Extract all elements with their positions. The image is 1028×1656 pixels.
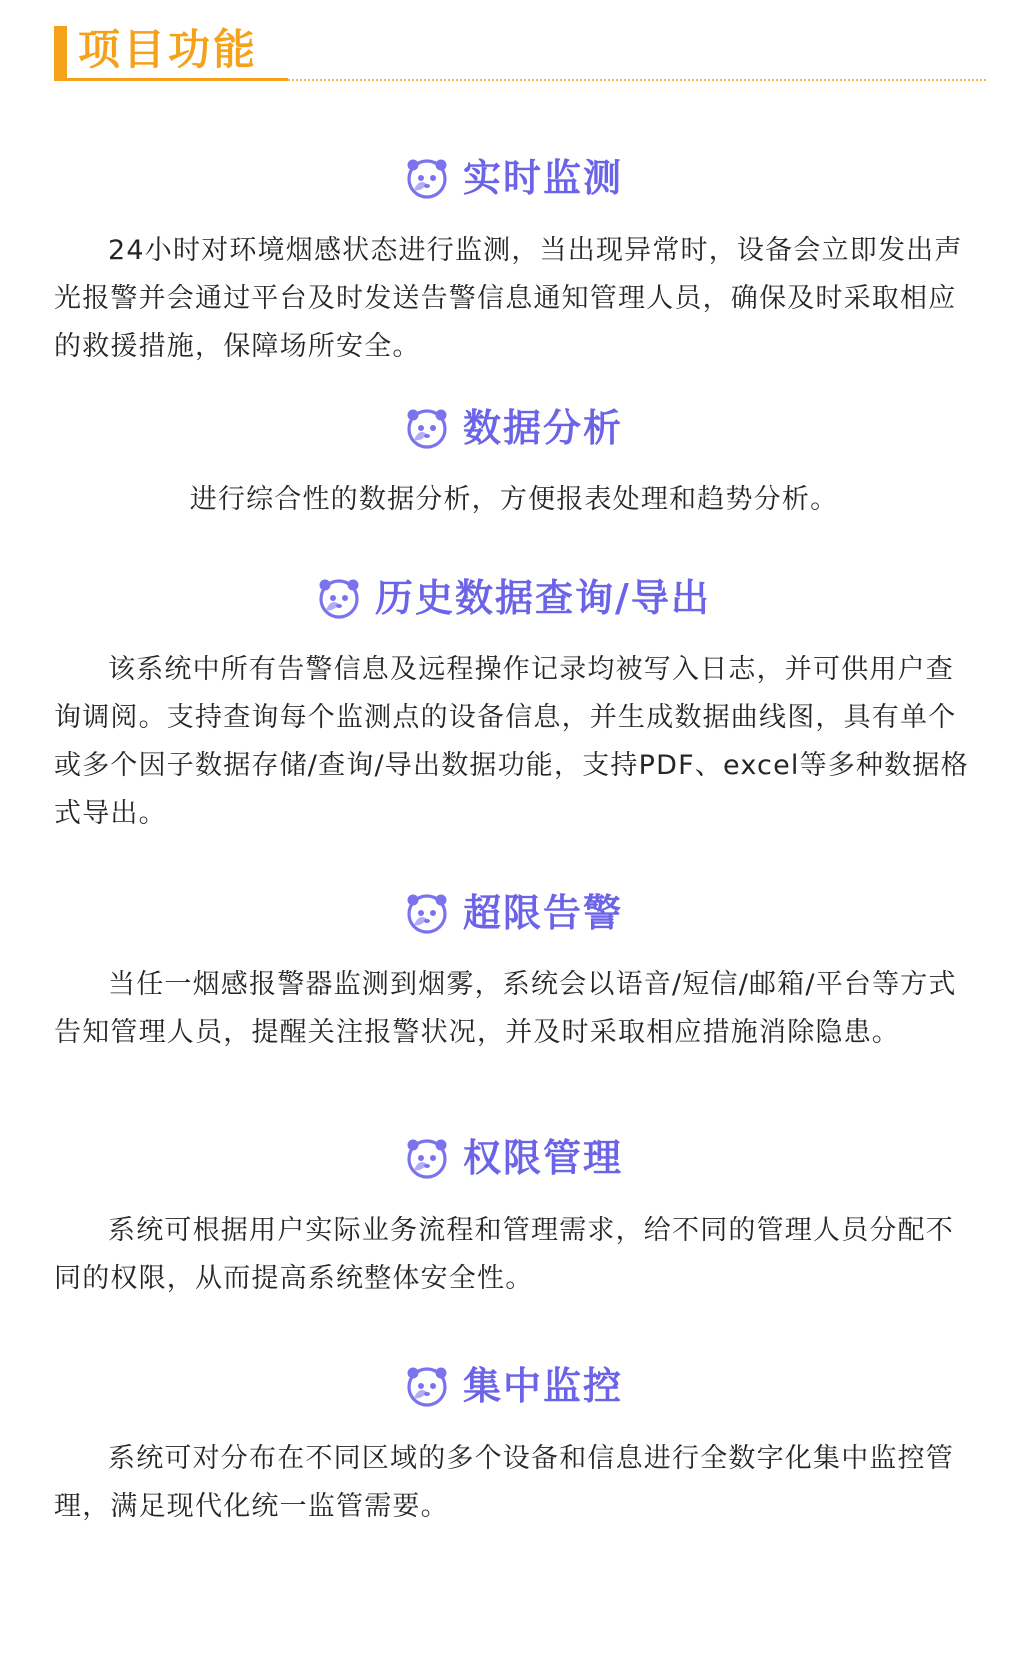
header-accent-bar <box>54 26 67 80</box>
panda-logo-icon <box>405 156 449 200</box>
section-heading-centralized-monitoring <box>0 1358 1028 1414</box>
section-body-centralized-monitoring: 系统可对分布在不同区域的多个设备和信息进行全数字化集中监控管理，满足现代化统一监管需要。 <box>54 1443 954 1522</box>
panda-logo-icon <box>405 406 449 450</box>
section-title: 集中监控 <box>462 1364 623 1408</box>
panda-logo-icon <box>405 891 449 935</box>
section-heading-realtime-monitoring <box>0 150 1028 206</box>
section-title: 数据分析 <box>462 406 623 450</box>
section-body-over-limit-alarm: 当任一烟感报警器监测到烟雾，系统会以语音/短信/邮箱/平台等方式告知管理人员，提醒关注报警状况，并及时采取相应措施消除隐患。 <box>54 969 957 1048</box>
section-heading-history-query <box>0 570 1028 626</box>
header-underline <box>54 78 288 81</box>
section-heading-permission-management <box>0 1130 1028 1186</box>
section-body-permission-management: 系统可根据用户实际业务流程和管理需求，给不同的管理人员分配不同的权限，从而提高系统整体安全性。 <box>54 1215 954 1294</box>
header-dotted-divider <box>288 79 986 81</box>
section-heading-over-limit-alarm <box>0 885 1028 941</box>
section-heading-data-analysis <box>0 400 1028 456</box>
panda-logo-icon <box>317 576 361 620</box>
section-title: 历史数据查询/导出 <box>375 576 711 620</box>
section-body-history-query: 该系统中所有告警信息及远程操作记录均被写入日志，并可供用户查询调阅。支持查询每个监测点的设备信息，并生成数据曲线图，具有单个或多个因子数据存储/查询/导出数据功能，支持PDF、excel等多种数据格式导出。 <box>54 654 969 829</box>
page-header <box>54 22 986 82</box>
section-title: 实时监测 <box>462 156 623 200</box>
section-title: 超限告警 <box>462 891 623 935</box>
panda-logo-icon <box>405 1136 449 1180</box>
section-title: 权限管理 <box>462 1136 623 1180</box>
section-body-data-analysis: 进行综合性的数据分析，方便报表处理和趋势分析。 <box>189 484 839 515</box>
section-body-realtime-monitoring: 24小时对环境烟感状态进行监测，当出现异常时，设备会立即发出声光报警并会通过平台及时发送告警信息通知管理人员，确保及时采取相应的救援措施，保障场所安全。 <box>54 235 963 362</box>
page-title: 项目功能 <box>78 25 259 74</box>
panda-logo-icon <box>405 1364 449 1408</box>
